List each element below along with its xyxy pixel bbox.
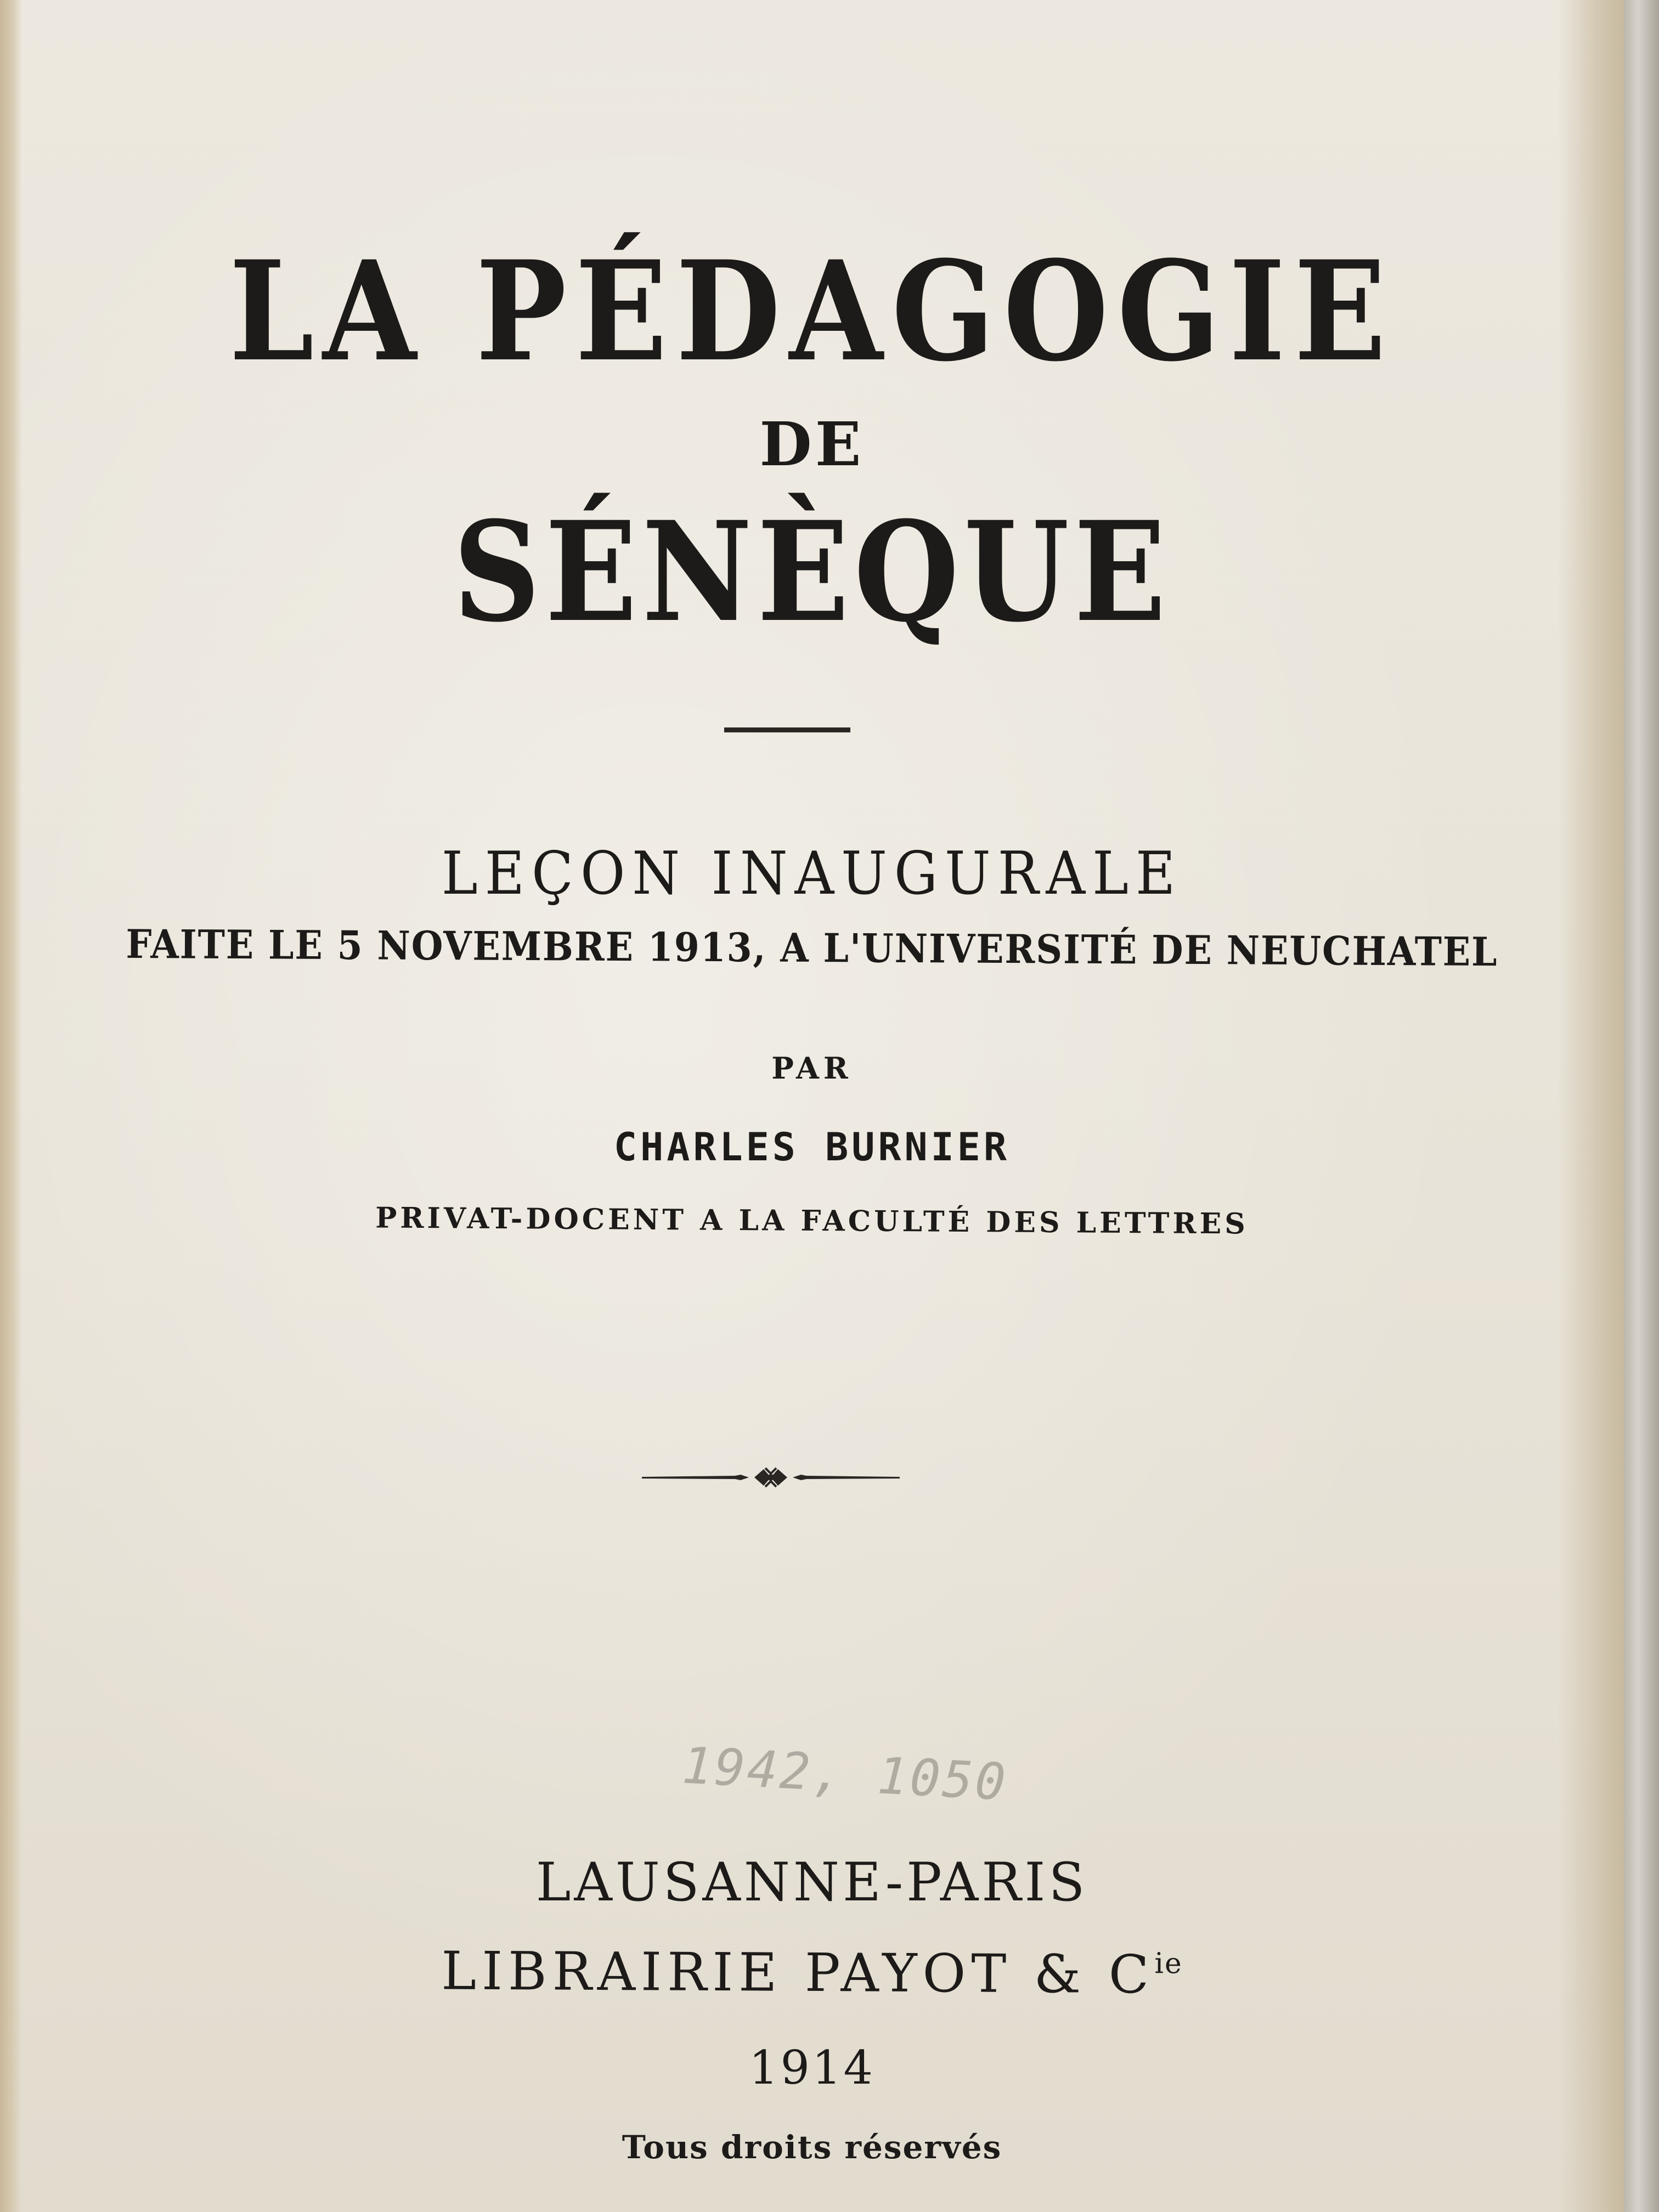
author-position: PRIVAT-DOCENT A LA FACULTÉ DES LETTRES <box>375 1201 1249 1241</box>
publisher-name <box>0 1938 1624 2007</box>
lecon-inaugurale: LEÇON INAUGURALE <box>441 839 1183 908</box>
title-line-seneque: SÉNÈQUE <box>453 491 1171 652</box>
title-divider-rule <box>724 727 850 732</box>
publisher-superscript: ie <box>1154 1947 1183 1980</box>
by-label: PAR <box>771 1051 853 1086</box>
title-line-de: DE <box>759 409 865 479</box>
title-line-pedagogie: LA PÉDAGOGIE <box>229 230 1395 392</box>
publisher-name-text: LIBRAIRIE PAYOT & C <box>441 1940 1155 2006</box>
ornament-divider-icon <box>642 1464 900 1491</box>
rights-notice: Tous droits réservés <box>622 2129 1002 2166</box>
author-name: CHARLES BURNIER <box>613 1125 1011 1170</box>
publication-year: 1914 <box>749 2041 875 2095</box>
book-cover-edge <box>1624 0 1659 2212</box>
lecture-date-line: FAITE LE 5 NOVEMBRE 1913, A L'UNIVERSITÉ DE NEUCHATEL <box>126 920 1498 975</box>
publication-city: LAUSANNE-PARIS <box>535 1852 1088 1913</box>
pencil-accession-number: 1942, 1050 <box>680 1736 1009 1812</box>
